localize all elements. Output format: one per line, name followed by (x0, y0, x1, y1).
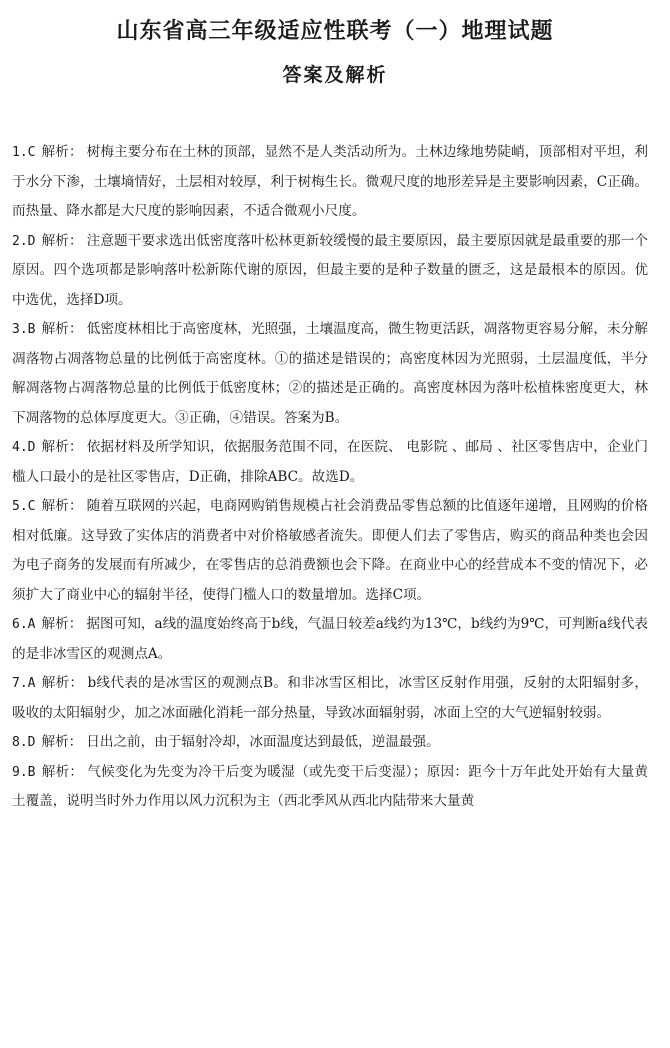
answer-item-2 (12, 227, 648, 316)
answer-list (12, 138, 648, 817)
answer-number: 4.D (12, 440, 36, 455)
answer-item-1 (12, 138, 648, 227)
answer-text: 气候变化为先变为冷干后变为暖湿（或先变干后变湿）；原因：距今十万年此处开始有大量黄土覆盖，说明当时外力作用以风力沉积为主（西北季风从西北内陆带来大量黄 (12, 763, 649, 809)
answer-label: 解析： (41, 675, 84, 691)
answer-number: 1.C (12, 145, 36, 160)
answer-text: 据图可知，a线的温度始终高于b线，气温日较差a线约为13℃，b线约为9℃，可判断a线代表的是非冰雪区的观测点A。 (12, 616, 649, 662)
answer-number: 9.B (12, 764, 36, 780)
answer-label: 解析： (41, 144, 83, 160)
answer-text: 树梅主要分布在土林的顶部，显然不是人类活动所为。土林边缘地势陡峭，顶部相对平坦，利于水分下渗，土壤墒情好，土层相对较厚，利于树梅生长。微观尺度的地形差异是主要影响因素，C正确。而热量、降水都是大尺度的影响因素，不适合微观小尺度。 (12, 144, 649, 219)
answer-text: 依据材料及所学知识，依据服务范围不同，在医院、 电影院 、邮局 、社区零售店中，企业门槛人口最小的是社区零售店，D正确，排除ABC。故选D。 (12, 439, 648, 485)
answer-item-4 (12, 433, 648, 492)
answer-text: 日出之前，由于辐射冷却，冰面温度达到最低，逆温最强。 (86, 734, 440, 750)
answer-text: b线代表的是冰雪区的观测点B。和非冰雪区相比，冰雪区反射作用强，反射的太阳辐射多，吸收的太阳辐射少，加之冰面融化消耗一部分热量，导致冰面辐射弱，冰面上空的大气逆辐射较弱。 (12, 675, 648, 721)
answer-number: 5.C (12, 499, 36, 514)
answer-number: 8.D (12, 735, 36, 750)
answer-label: 解析： (41, 498, 83, 514)
answer-label: 解析： (41, 734, 83, 750)
answer-item-5 (12, 492, 648, 610)
answer-label: 解析： (41, 321, 83, 337)
answer-number: 7.A (12, 676, 36, 691)
answer-label: 解析： (41, 232, 83, 249)
document-title: 山东省高三年级适应性联考（一）地理试题 (116, 19, 554, 44)
answer-number: 6.A (12, 617, 36, 632)
answer-label: 解析： (41, 439, 83, 455)
answer-label: 解析： (41, 763, 84, 780)
document-subtitle: 答案及解析 (282, 64, 388, 86)
answer-number: 3.B (12, 322, 36, 337)
answer-item-9 (12, 758, 648, 817)
answer-item-7 (12, 669, 648, 728)
answer-item-6 (12, 610, 648, 669)
answer-item-8 (12, 728, 648, 758)
answer-item-3 (12, 315, 648, 433)
answer-label: 解析： (41, 616, 83, 632)
answer-text: 低密度林相比于高密度林，光照强，土壤温度高，微生物更活跃，凋落物更容易分解，未分解凋落物占凋落物总量的比例低于高密度林。①的描述是错误的；高密度林因为光照弱，土层温度低，半分解凋落物占凋落物总量的比例低于低密度林；②的描述是正确的。高密度林因为落叶松植株密度更大，林下凋落物的总体厚度更大。③正确，④错误。答案为B。 (12, 321, 649, 426)
answer-number: 2.D (12, 233, 36, 249)
answer-text: 随着互联网的兴起，电商网购销售规模占社会消费品零售总额的比值逐年递增，且网购的价格相对低廉。这导致了实体店的消费者中对价格敏感者流失。即便人们去了零售店，购买的商品种类也会因为电子商务的发展而有所减少，在零售店的总消费额也会下降。在商业中心的经营成本不变的情况下，必须扩大了商业中心的辐射半径，使得门槛人口的数量增加。选择C项。 (12, 498, 649, 603)
answer-text: 注意题干要求选出低密度落叶松林更新较缓慢的最主要原因，最主要原因就是最重要的那一个原因。四个选项都是影响落叶松新陈代谢的原因，但最主要的是种子数量的匮乏，这是最根本的原因。优中选优，选择D项。 (12, 232, 649, 308)
